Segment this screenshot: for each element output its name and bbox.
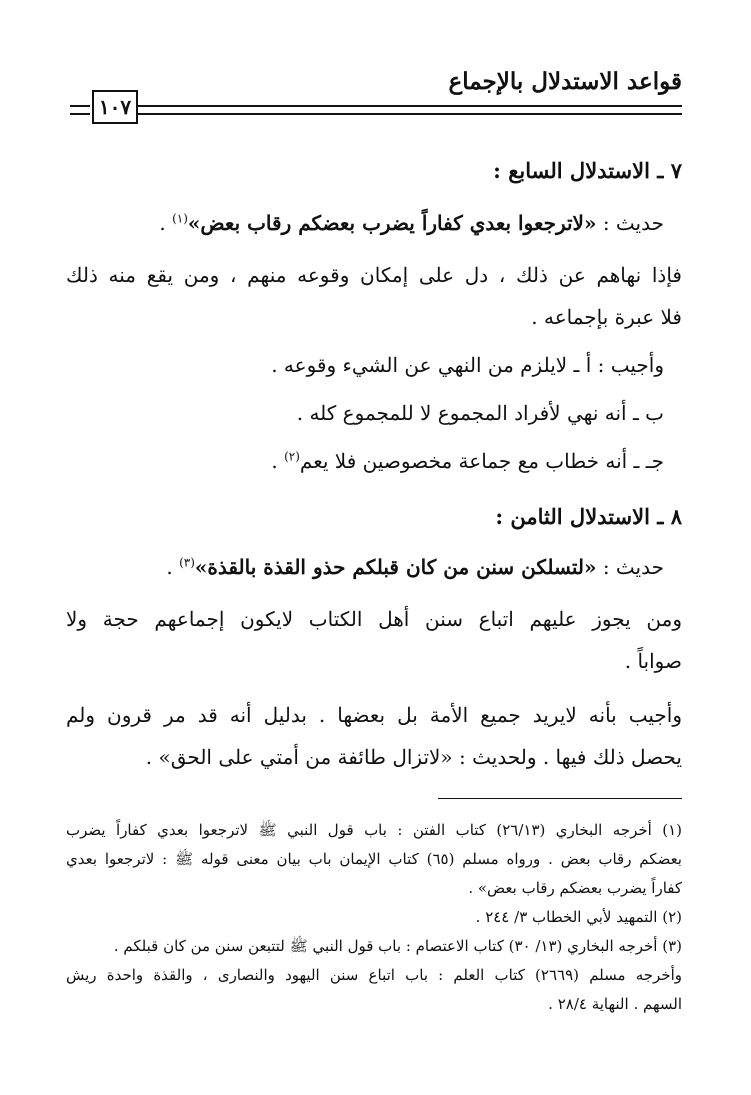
section-8-paragraph-2-line-2: يحصل ذلك فيها . ولحديث : «لاتزال طائفة من أمتي على الحق» . <box>145 745 682 769</box>
footnote-ref-2: (٢) <box>284 449 300 464</box>
hadith-text: «لاترجعوا بعدي كفاراً يضرب بعضكم رقاب بعض» <box>187 211 597 235</box>
footnote-1-line-1: (١) أخرجه البخاري (٢٦/١٣) كتاب الفتن : باب قول النبي ﷺ لاترجعوا بعدي كفاراً يضرب <box>66 821 682 839</box>
hadith-text: «لتسلكن سنن من كان قبلكم حذو القذة بالقذة» <box>194 555 597 579</box>
header-rule <box>138 105 682 115</box>
answer-c-end: . <box>271 449 285 473</box>
footnote-ref-3: (٣) <box>179 555 195 570</box>
section-8-paragraph-2-line-1: وأجيب بأنه لايريد جميع الأمة بل بعضها . بدليل أنه قد مر قرون ولم <box>66 703 682 727</box>
section-8-heading: ٨ ـ الاستدلال الثامن : <box>495 504 682 529</box>
section-8-hadith <box>66 552 682 582</box>
footnotes <box>66 816 682 1019</box>
section-8-paragraph-1-line-1: ومن يجوز عليهم اتباع سنن أهل الكتاب لايكون إجماعهم حجة ولا <box>66 607 682 631</box>
section-7-answer-a: وأجيب : أ ـ لايلزم من النهي عن الشيء وقوعه . <box>271 353 664 377</box>
section-8-paragraph-1-line-2: صواباً . <box>624 649 682 673</box>
running-title: قواعد الاستدلال بالإجماع <box>448 68 682 95</box>
section-7-paragraph-line-2: فلا عبرة بإجماعه . <box>531 305 682 329</box>
footnote-3-line-1: (٣) أخرجه البخاري (١٣/ ٣٠) كتاب الاعتصام : باب قول النبي ﷺ لتتبعن سنن من كان قبلكم . <box>113 937 682 955</box>
header-rule-stub <box>70 105 90 115</box>
hadith-end: . <box>166 555 180 579</box>
footnote-1-line-2: بعضكم رقاب بعض . ورواه مسلم (٦٥) كتاب الإيمان باب بيان معنى قوله ﷺ : لاترجعوا بعدي <box>66 850 682 868</box>
hadith-end: . <box>159 211 173 235</box>
page-number: ١٠٧ <box>92 90 138 124</box>
answer-c-text: جـ ـ أنه خطاب مع جماعة مخصوصين فلا يعم <box>299 449 664 473</box>
footnote-3-line-3: السهم . النهاية ٢٨/٤ . <box>548 995 682 1013</box>
footnote-3-line-2: وأخرجه مسلم (٢٦٦٩) كتاب العلم : باب اتباع سنن اليهود والنصارى ، والقذة واحدة ريش <box>66 966 683 984</box>
footnote-2: (٢) التمهيد لأبي الخطاب ٣/ ٢٤٤ . <box>475 908 682 926</box>
footnote-1-line-3: كفاراً يضرب بعضكم رقاب بعض» . <box>468 879 682 897</box>
section-7-hadith <box>66 208 682 238</box>
section-7-answer-c <box>66 446 682 476</box>
hadith-label: حديث : <box>596 555 664 579</box>
footnote-ref-1: (١) <box>172 211 188 226</box>
section-7-heading: ٧ ـ الاستدلال السابع : <box>493 158 682 183</box>
section-7-paragraph-line-1: فإذا نهاهم عن ذلك ، دل على إمكان وقوعه منهم ، ومن يقع منه ذلك <box>66 263 682 287</box>
footnote-separator <box>438 798 682 799</box>
main-text <box>66 150 682 772</box>
section-7-answer-b: ب ـ أنه نهي لأفراد المجموع لا للمجموع كله . <box>296 401 664 425</box>
page-header <box>70 68 682 122</box>
hadith-label: حديث : <box>596 211 664 235</box>
